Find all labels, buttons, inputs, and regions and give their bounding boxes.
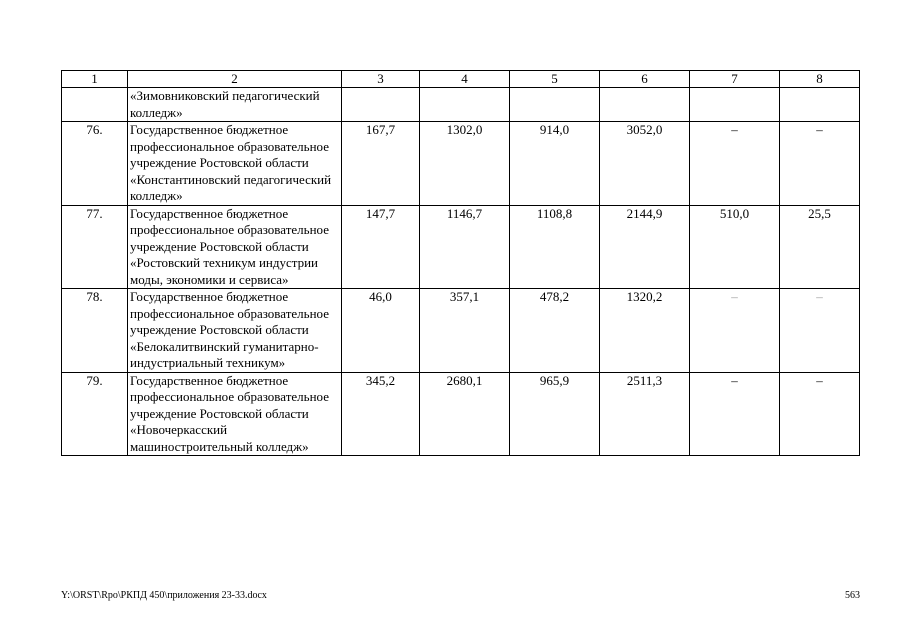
cell-col-5: 478,2 [510, 289, 600, 373]
header-col-4: 4 [420, 71, 510, 88]
cell-col-4: 1302,0 [420, 122, 510, 206]
cell-institution-name: Государственное бюджетное профессиональное образовательное учреждение Ростовской области «Новочеркасский машиностроительный колледж» [128, 372, 342, 456]
cell-col-4: 357,1 [420, 289, 510, 373]
page-number: 563 [845, 590, 860, 601]
header-col-5: 5 [510, 71, 600, 88]
cell-institution-name: Государственное бюджетное профессиональное образовательное учреждение Ростовской области «Константиновский педагогический колледж» [128, 122, 342, 206]
table-row [62, 372, 860, 456]
cell-num: 79. [62, 372, 128, 456]
cell-col-3: 46,0 [342, 289, 420, 373]
table-row [62, 289, 860, 373]
cell-col-3: 167,7 [342, 122, 420, 206]
cell-col-5: 1108,8 [510, 205, 600, 289]
header-row [62, 71, 860, 88]
table-row [62, 205, 860, 289]
cell-institution-name: «Зимовниковский педагогический колледж» [128, 88, 342, 122]
header-col-6: 6 [600, 71, 690, 88]
cell-col-3 [342, 88, 420, 122]
header-col-2: 2 [128, 71, 342, 88]
cell-col-3: 147,7 [342, 205, 420, 289]
cell-col-6: 3052,0 [600, 122, 690, 206]
cell-num [62, 88, 128, 122]
cell-col-6: 1320,2 [600, 289, 690, 373]
cell-col-6 [600, 88, 690, 122]
cell-num: 76. [62, 122, 128, 206]
header-col-7: 7 [690, 71, 780, 88]
budget-table [61, 70, 860, 456]
cell-col-7: – [690, 372, 780, 456]
cell-institution-name: Государственное бюджетное профессиональное образовательное учреждение Ростовской области «Ростовский техникум индустрии моды, экономики и сервиса» [128, 205, 342, 289]
cell-col-8 [780, 88, 860, 122]
cell-num: 77. [62, 205, 128, 289]
cell-col-6: 2144,9 [600, 205, 690, 289]
cell-col-7: – [690, 289, 780, 373]
cell-col-5 [510, 88, 600, 122]
header-col-3: 3 [342, 71, 420, 88]
header-col-8: 8 [780, 71, 860, 88]
cell-col-4 [420, 88, 510, 122]
cell-col-8: – [780, 372, 860, 456]
table-row [62, 122, 860, 206]
cell-col-5: 965,9 [510, 372, 600, 456]
cell-col-7: – [690, 122, 780, 206]
cell-col-7 [690, 88, 780, 122]
cell-institution-name: Государственное бюджетное профессиональное образовательное учреждение Ростовской области «Белокалитвинский гуманитарно-индустриальный техникум» [128, 289, 342, 373]
cell-col-4: 2680,1 [420, 372, 510, 456]
table-row-continued [62, 88, 860, 122]
header-col-1: 1 [62, 71, 128, 88]
footer-file-path: Y:\ORST\Rpo\РКПД 450\приложения 23-33.docx [61, 590, 267, 601]
cell-col-4: 1146,7 [420, 205, 510, 289]
cell-col-8: – [780, 289, 860, 373]
cell-col-3: 345,2 [342, 372, 420, 456]
cell-num: 78. [62, 289, 128, 373]
cell-col-8: 25,5 [780, 205, 860, 289]
cell-col-5: 914,0 [510, 122, 600, 206]
cell-col-7: 510,0 [690, 205, 780, 289]
cell-col-8: – [780, 122, 860, 206]
cell-col-6: 2511,3 [600, 372, 690, 456]
